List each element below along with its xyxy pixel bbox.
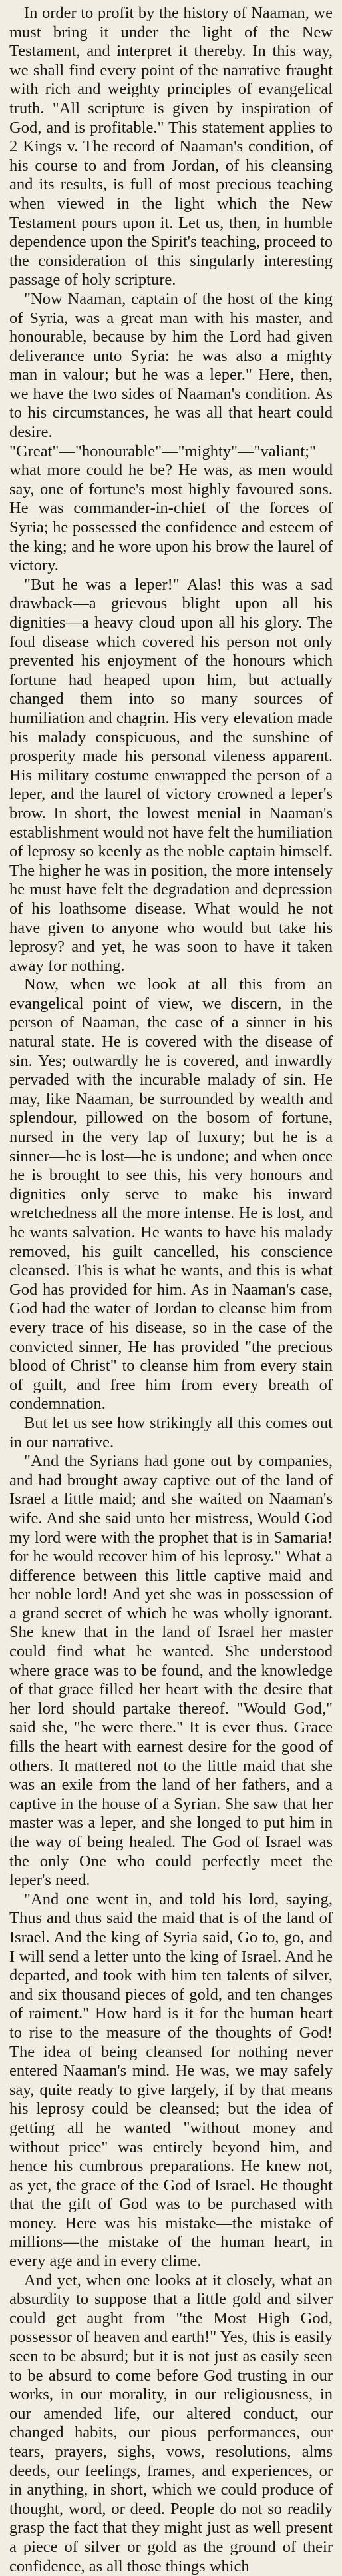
article-paragraph: "Now Naaman, captain of the host of the king of Syria, was a great man with his master, and honourable, because by him the Lord had given deliverance unto Syria: he was also a mighty man in valour; but he was a leper." Here, then, we have the two sides of Naaman's condition. As to his circumstances, he was all that heart could desire. "Great"—"honourable"—"mighty"—"valiant;" what more could he be? He was, as men would say, one of fortune's most highly favoured sons. He was commander-in-chief of the forces of Syria; he possessed the confidence and esteem of the king; and he wore upon his brow the laurel of victory. [9, 289, 333, 575]
article-paragraph: In order to profit by the history of Naaman, we must bring it under the light of the New Testament, and interpret it thereby. In this way, we shall find every point of the narrative fraught with rich and weighty principles of evangelical truth. "All scripture is given by inspiration of God, and is profitable." This statement applies to 2 Kings v. The record of Naaman's condition, of his course to and from Jordan, of his cleansing and its results, is full of most precious teaching when viewed in the light which the New Testament pours upon it. Let us, then, in humble dependence upon the Spirit's teaching, proceed to the consideration of this singularly interesting passage of holy scripture. [9, 4, 333, 289]
article-paragraph: But let us see how strikingly all this comes out in our narrative. [9, 1413, 333, 1451]
article-paragraph: Now, when we look at all this from an evangelical point of view, we discern, in the person of Naaman, the case of a sinner in his natural state. He is covered with the disease of sin. Yes; outwardly he is covered, and inwardly pervaded with the incurable malady of sin. He may, like Naaman, be surrounded by wealth and splendour, pillowed on the bosom of fortune, nursed in the very lap of luxury; but he is a sinner—he is lost—he is undone; and when once he is brought to see this, his very honours and dignities only serve to make his inward wretchedness all the more intense. He is lost, and he wants salvation. He wants to have his malady removed, his guilt cancelled, his conscience cleansed. This is what he wants, and this is what God has provided for him. As in Naaman's case, God had the water of Jordan to cleanse him from every trace of his disease, so in the case of the convicted sinner, He has provided "the precious blood of Christ" to cleanse him from every stain of guilt, and free him from every breath of condemnation. [9, 975, 333, 1413]
article-paragraph: "And one went in, and told his lord, saying, Thus and thus said the maid that is of the land of Israel. And the king of Syria said, Go to, go, and I will send a letter unto the king of Israel. And he departed, and took with him ten talents of silver, and six thousand pieces of gold, and ten changes of raiment." How hard is it for the human heart to rise to the measure of the thoughts of God! The idea of being cleansed for nothing never entered Naaman's mind. He was, we may safely say, quite ready to give largely, if by that means his leprosy could be cleansed; but the idea of getting all he wanted "without money and without price" was entirely beyond him, and hence his cumbrous preparations. He knew not, as yet, the grace of the God of Israel. He thought that the gift of God was to be purchased with money. Here was his mistake—the mistake of millions—the mistake of the human heart, in every age and in every clime. [9, 1890, 333, 2271]
article-paragraph: "And the Syrians had gone out by companies, and had brought away captive out of the land of Israel a little maid; and she waited on Naaman's wife. And she said unto her mistress, Would God my lord were with the prophet that is in Samaria! for he would recover him of his leprosy." What a difference between this little captive maid and her noble lord! And yet she was in possession of a grand secret of which he was wholly ignorant. She knew that in the land of Israel her master could find what he wanted. She understood where grace was to be found, and the knowledge of that grace filled her heart with the desire that her lord should partake thereof. "Would God," said she, "he were there." It is ever thus. Grace fills the heart with earnest desire for the good of others. It mattered not to the little maid that she was an exile from the land of her fathers, and a captive in the house of a Syrian. She saw that her master was a leper, and she longed to put him in the way of being healed. The God of Israel was the only One who could perfectly meet the leper's need. [9, 1452, 333, 1890]
article-column [9, 4, 333, 2576]
article-paragraph: And yet, when one looks at it closely, what an absurdity to suppose that a little gold and silver could get aught from "the Most High God, possessor of heaven and earth!" Yes, this is easily seen to be absurd; but it is not just as easily seen to be absurd to come before God trusting in our works, in our morality, in our religiousness, in our amended life, our altered conduct, our changed habits, our pious performances, our tears, prayers, sighs, vows, resolutions, alms deeds, our feelings, frames, and experiences, or in anything, in short, which we could produce of thought, word, or deed. People do not so readily grasp the fact that they might just as well present a piece of silver or gold as the ground of their confidence, as all those things which [9, 2271, 333, 2575]
article-paragraph: "But he was a leper!" Alas! this was a sad drawback—a grievous blight upon all his dignities—a heavy cloud upon all his glory. The foul disease which covered his person not only prevented his enjoyment of the honours which fortune had heaped upon him, but actually changed them into so many sources of humiliation and chagrin. His very elevation made his malady conspicuous, and the sunshine of prosperity made his personal vileness apparent. His military costume enwrapped the person of a leper, and the laurel of victory crowned a leper's brow. In short, the lowest menial in Naaman's establishment would not have felt the humiliation of leprosy so keenly as the noble captain himself. The higher he was in position, the more intensely he must have felt the degradation and depression of his loathsome disease. What would he not have given to anyone who would but take his leprosy? and yet, he was soon to have it taken away for nothing. [9, 575, 333, 975]
